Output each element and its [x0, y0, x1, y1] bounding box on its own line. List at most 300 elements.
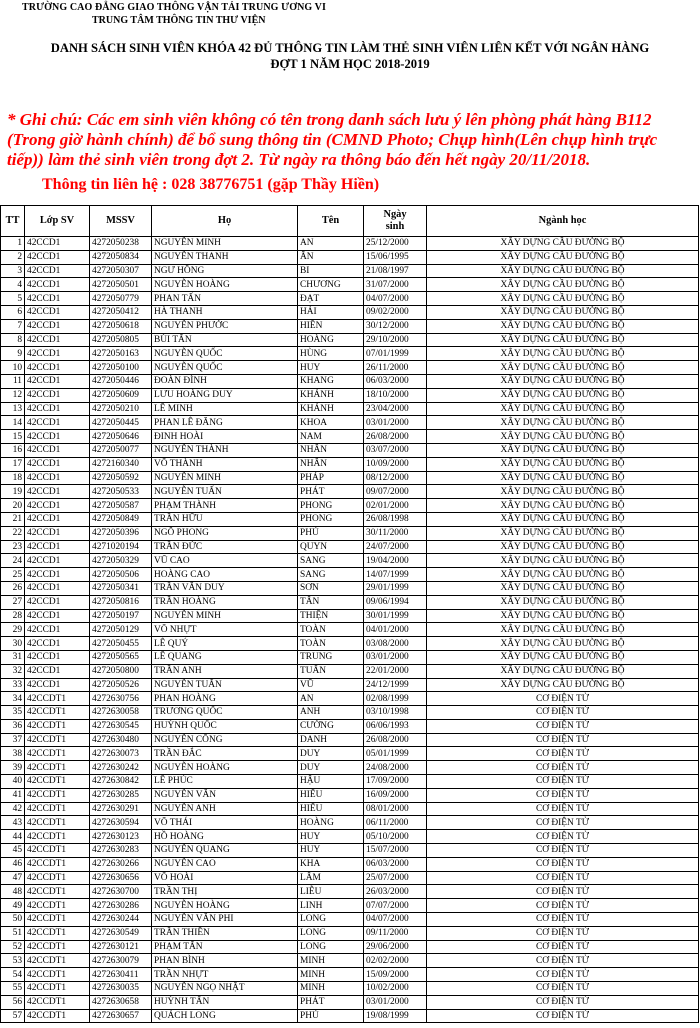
cell-dob: 26/03/2000: [364, 885, 427, 899]
cell-student-id: 4272630657: [90, 1009, 152, 1023]
cell-tt: 44: [1, 830, 25, 844]
cell-student-id: 4272630291: [90, 802, 152, 816]
cell-student-id: 4272050526: [90, 678, 152, 692]
cell-last-name: NGUYỄN PHƯỚC: [152, 319, 298, 333]
cell-dob: 26/08/2000: [364, 430, 427, 444]
cell-dob: 02/01/2000: [364, 499, 427, 513]
cell-tt: 26: [1, 581, 25, 595]
cell-major: XÂY DỰNG CẦU ĐƯỜNG BỘ: [427, 430, 699, 444]
cell-last-name: NGƯ HỒNG: [152, 264, 298, 278]
cell-tt: 15: [1, 430, 25, 444]
cell-major: CƠ ĐIỆN TỬ: [427, 995, 699, 1009]
cell-major: XÂY DỰNG CẦU ĐƯỜNG BỘ: [427, 361, 699, 375]
cell-class: 42CCD1: [25, 361, 90, 375]
cell-dob: 05/01/1999: [364, 747, 427, 761]
cell-first-name: HẢI: [298, 305, 364, 319]
cell-class: 42CCDT1: [25, 885, 90, 899]
table-row: [1, 637, 699, 651]
cell-dob: 15/07/2000: [364, 844, 427, 858]
cell-first-name: TRUNG: [298, 650, 364, 664]
cell-first-name: THIỆN: [298, 609, 364, 623]
cell-class: 42CCDT1: [25, 857, 90, 871]
table-row: [1, 913, 699, 927]
notice-text: * Ghi chú: Các em sinh viên không có tên trong danh sách lưu ý lên phòng phát hàng B112 (Trong giờ hành chính) để bổ sung thông tin (CMND Photo; Chụp hình(Lên chụp hình trực tiếp)) làm thẻ sinh viên trong đợt 2. Từ ngày ra thông báo đến hết ngày 20/11/2018.: [7, 110, 658, 169]
cell-class: 42CCDT1: [25, 995, 90, 1009]
cell-class: 42CCD1: [25, 430, 90, 444]
cell-student-id: 4272050501: [90, 278, 152, 292]
cell-class: 42CCDT1: [25, 940, 90, 954]
table-row: [1, 926, 699, 940]
cell-last-name: PHAN TẤN: [152, 292, 298, 306]
cell-tt: 30: [1, 637, 25, 651]
cell-tt: 4: [1, 278, 25, 292]
table-row: [1, 995, 699, 1009]
cell-class: 42CCD1: [25, 581, 90, 595]
cell-major: CƠ ĐIỆN TỬ: [427, 788, 699, 802]
cell-first-name: ÂN: [298, 250, 364, 264]
cell-dob: 09/11/2000: [364, 926, 427, 940]
cell-dob: 07/01/1999: [364, 347, 427, 361]
table-row: [1, 802, 699, 816]
cell-tt: 23: [1, 540, 25, 554]
cell-major: CƠ ĐIỆN TỬ: [427, 940, 699, 954]
cell-dob: 21/08/1997: [364, 264, 427, 278]
table-row: [1, 871, 699, 885]
cell-class: 42CCDT1: [25, 775, 90, 789]
table-row: [1, 526, 699, 540]
cell-first-name: BI: [298, 264, 364, 278]
table-row: [1, 830, 699, 844]
cell-major: XÂY DỰNG CẦU ĐƯỜNG BỘ: [427, 347, 699, 361]
cell-dob: 18/10/2000: [364, 388, 427, 402]
student-table: [0, 205, 699, 1023]
cell-tt: 11: [1, 374, 25, 388]
table-row: [1, 485, 699, 499]
cell-major: CƠ ĐIỆN TỬ: [427, 706, 699, 720]
cell-first-name: NAM: [298, 430, 364, 444]
cell-first-name: SƠN: [298, 581, 364, 595]
cell-tt: 37: [1, 733, 25, 747]
table-row: [1, 982, 699, 996]
cell-major: CƠ ĐIỆN TỬ: [427, 747, 699, 761]
cell-student-id: 4272050445: [90, 416, 152, 430]
cell-class: 42CCDT1: [25, 982, 90, 996]
cell-last-name: HUỲNH TẤN: [152, 995, 298, 1009]
cell-student-id: 4271020194: [90, 540, 152, 554]
cell-major: CƠ ĐIỆN TỬ: [427, 719, 699, 733]
cell-student-id: 4272050329: [90, 554, 152, 568]
cell-dob: 19/04/2000: [364, 554, 427, 568]
cell-tt: 52: [1, 940, 25, 954]
cell-class: 42CCDT1: [25, 968, 90, 982]
cell-dob: 29/10/2000: [364, 333, 427, 347]
cell-tt: 42: [1, 802, 25, 816]
cell-dob: 26/11/2000: [364, 361, 427, 375]
cell-major: XÂY DỰNG CẦU ĐƯỜNG BỘ: [427, 388, 699, 402]
cell-student-id: 4272050646: [90, 430, 152, 444]
table-row: [1, 954, 699, 968]
cell-class: 42CCD1: [25, 443, 90, 457]
cell-class: 42CCD1: [25, 250, 90, 264]
cell-dob: 06/03/2000: [364, 374, 427, 388]
table-row: [1, 540, 699, 554]
cell-student-id: 4272050565: [90, 650, 152, 664]
table-row: [1, 568, 699, 582]
cell-class: 42CCDT1: [25, 954, 90, 968]
cell-student-id: 4272050609: [90, 388, 152, 402]
cell-class: 42CCD1: [25, 678, 90, 692]
cell-class: 42CCDT1: [25, 1009, 90, 1023]
cell-first-name: NHÂN: [298, 443, 364, 457]
cell-major: XÂY DỰNG CẦU ĐƯỜNG BỘ: [427, 333, 699, 347]
cell-class: 42CCDT1: [25, 719, 90, 733]
cell-student-id: 4272050587: [90, 499, 152, 513]
cell-student-id: 4272050506: [90, 568, 152, 582]
cell-tt: 8: [1, 333, 25, 347]
cell-class: 42CCDT1: [25, 802, 90, 816]
cell-tt: 9: [1, 347, 25, 361]
table-row: [1, 278, 699, 292]
cell-class: 42CCD1: [25, 540, 90, 554]
cell-last-name: HÀ THANH: [152, 305, 298, 319]
cell-major: XÂY DỰNG CẦU ĐƯỜNG BỘ: [427, 278, 699, 292]
cell-first-name: PHÚ: [298, 1009, 364, 1023]
cell-student-id: 4272050800: [90, 664, 152, 678]
cell-major: XÂY DỰNG CẦU ĐƯỜNG BỘ: [427, 485, 699, 499]
cell-dob: 31/07/2000: [364, 278, 427, 292]
cell-dob: 24/12/1999: [364, 678, 427, 692]
cell-student-id: 4272050816: [90, 595, 152, 609]
header-student-id: MSSV: [90, 206, 152, 237]
cell-tt: 39: [1, 761, 25, 775]
cell-last-name: NGUYỄN THÀNH: [152, 443, 298, 457]
cell-major: XÂY DỰNG CẦU ĐƯỜNG BỘ: [427, 568, 699, 582]
table-row: [1, 761, 699, 775]
center-name: TRUNG TÂM THÔNG TIN THƯ VIỆN: [92, 15, 266, 26]
cell-major: XÂY DỰNG CẦU ĐƯỜNG BỘ: [427, 540, 699, 554]
cell-major: XÂY DỰNG CẦU ĐƯỜNG BỘ: [427, 292, 699, 306]
cell-major: XÂY DỰNG CẦU ĐƯỜNG BỘ: [427, 581, 699, 595]
cell-major: XÂY DỰNG CẦU ĐƯỜNG BỘ: [427, 319, 699, 333]
table-row: [1, 775, 699, 789]
cell-major: CƠ ĐIỆN TỬ: [427, 885, 699, 899]
table-row: [1, 706, 699, 720]
cell-major: XÂY DỰNG CẦU ĐƯỜNG BỘ: [427, 554, 699, 568]
header-major: Ngành học: [427, 206, 699, 237]
school-name: TRƯỜNG CAO ĐẲNG GIAO THÔNG VẬN TẢI TRUNG ƯƠNG VI: [22, 2, 326, 13]
cell-dob: 08/12/2000: [364, 471, 427, 485]
cell-dob: 24/07/2000: [364, 540, 427, 554]
cell-last-name: LÊ MINH: [152, 402, 298, 416]
cell-student-id: 4272630545: [90, 719, 152, 733]
cell-major: CƠ ĐIỆN TỬ: [427, 733, 699, 747]
cell-last-name: NGUYỄN VĂN: [152, 788, 298, 802]
cell-first-name: PHÁP: [298, 471, 364, 485]
cell-major: XÂY DỰNG CẦU ĐƯỜNG BỘ: [427, 623, 699, 637]
cell-dob: 30/11/2000: [364, 526, 427, 540]
cell-class: 42CCDT1: [25, 926, 90, 940]
cell-class: 42CCD1: [25, 237, 90, 251]
cell-last-name: NGUYỄN CÔNG: [152, 733, 298, 747]
cell-class: 42CCD1: [25, 278, 90, 292]
cell-dob: 25/07/2000: [364, 871, 427, 885]
cell-last-name: TRẦN NHỰT: [152, 968, 298, 982]
cell-tt: 55: [1, 982, 25, 996]
cell-class: 42CCD1: [25, 609, 90, 623]
table-header-row: [1, 206, 699, 237]
cell-first-name: PHONG: [298, 499, 364, 513]
cell-first-name: DUY: [298, 761, 364, 775]
cell-first-name: LONG: [298, 913, 364, 927]
contact-info: Thông tin liên hệ : 028 38776751 (gặp Thầy Hiền): [42, 176, 380, 193]
cell-dob: 23/04/2000: [364, 402, 427, 416]
table-row: [1, 1009, 699, 1023]
cell-student-id: 4272050396: [90, 526, 152, 540]
cell-major: CƠ ĐIỆN TỬ: [427, 871, 699, 885]
cell-dob: 09/07/2000: [364, 485, 427, 499]
cell-dob: 26/08/1998: [364, 512, 427, 526]
header-class: Lớp SV: [25, 206, 90, 237]
cell-tt: 38: [1, 747, 25, 761]
cell-tt: 27: [1, 595, 25, 609]
table-row: [1, 968, 699, 982]
cell-first-name: CHƯƠNG: [298, 278, 364, 292]
cell-student-id: 4272630700: [90, 885, 152, 899]
cell-student-id: 4272050849: [90, 512, 152, 526]
table-row: [1, 430, 699, 444]
cell-student-id: 4272630266: [90, 857, 152, 871]
cell-tt: 36: [1, 719, 25, 733]
table-row: [1, 609, 699, 623]
cell-first-name: MINH: [298, 954, 364, 968]
table-row: [1, 512, 699, 526]
cell-dob: 26/08/2000: [364, 733, 427, 747]
cell-first-name: ANH: [298, 706, 364, 720]
cell-student-id: 4272630549: [90, 926, 152, 940]
cell-student-id: 4272630079: [90, 954, 152, 968]
table-row: [1, 940, 699, 954]
cell-last-name: NGUYỄN THANH: [152, 250, 298, 264]
cell-tt: 21: [1, 512, 25, 526]
cell-last-name: NGUYỄN CAO: [152, 857, 298, 871]
cell-major: XÂY DỰNG CẦU ĐƯỜNG BỘ: [427, 471, 699, 485]
cell-first-name: HIẾU: [298, 788, 364, 802]
cell-tt: 35: [1, 706, 25, 720]
cell-dob: 10/02/2000: [364, 982, 427, 996]
cell-dob: 03/10/1998: [364, 706, 427, 720]
cell-tt: 41: [1, 788, 25, 802]
cell-first-name: PHÁT: [298, 485, 364, 499]
cell-first-name: LONG: [298, 940, 364, 954]
header-dob: [364, 206, 427, 237]
cell-class: 42CCD1: [25, 485, 90, 499]
cell-first-name: HIỀN: [298, 319, 364, 333]
cell-dob: 10/09/2000: [364, 457, 427, 471]
cell-last-name: NGUYỄN QUỐC: [152, 347, 298, 361]
cell-class: 42CCD1: [25, 319, 90, 333]
cell-class: 42CCD1: [25, 347, 90, 361]
cell-dob: 03/01/2000: [364, 650, 427, 664]
cell-class: 42CCD1: [25, 374, 90, 388]
cell-student-id: 4272050238: [90, 237, 152, 251]
cell-tt: 28: [1, 609, 25, 623]
cell-class: 42CCDT1: [25, 830, 90, 844]
cell-first-name: KHÁNH: [298, 388, 364, 402]
table-row: [1, 250, 699, 264]
cell-last-name: NGUYỄN QUANG: [152, 844, 298, 858]
cell-dob: 06/03/2000: [364, 857, 427, 871]
cell-last-name: PHẠM THÀNH: [152, 499, 298, 513]
table-row: [1, 416, 699, 430]
cell-class: 42CCDT1: [25, 844, 90, 858]
cell-student-id: 4272630480: [90, 733, 152, 747]
cell-dob: 07/07/2000: [364, 899, 427, 913]
cell-dob: 06/11/2000: [364, 816, 427, 830]
cell-first-name: DANH: [298, 733, 364, 747]
cell-last-name: LÊ PHÚC: [152, 775, 298, 789]
cell-first-name: HÙNG: [298, 347, 364, 361]
cell-student-id: 4272050210: [90, 402, 152, 416]
cell-last-name: VÕ THÀNH: [152, 457, 298, 471]
cell-dob: 15/06/1995: [364, 250, 427, 264]
table-row: [1, 471, 699, 485]
cell-major: XÂY DỰNG CẦU ĐƯỜNG BỘ: [427, 443, 699, 457]
cell-last-name: ĐINH HOÀI: [152, 430, 298, 444]
cell-student-id: 4272050455: [90, 637, 152, 651]
cell-last-name: VÕ THÁI: [152, 816, 298, 830]
cell-dob: 03/08/2000: [364, 637, 427, 651]
cell-tt: 6: [1, 305, 25, 319]
cell-class: 42CCD1: [25, 499, 90, 513]
cell-tt: 51: [1, 926, 25, 940]
cell-dob: 17/09/2000: [364, 775, 427, 789]
table-row: [1, 664, 699, 678]
cell-dob: 03/01/2000: [364, 416, 427, 430]
cell-first-name: MINH: [298, 982, 364, 996]
cell-major: XÂY DỰNG CẦU ĐƯỜNG BỘ: [427, 526, 699, 540]
cell-tt: 53: [1, 954, 25, 968]
cell-class: 42CCDT1: [25, 747, 90, 761]
cell-last-name: ĐOÀN ĐÌNH: [152, 374, 298, 388]
cell-student-id: 4272050412: [90, 305, 152, 319]
table-row: [1, 885, 699, 899]
cell-major: XÂY DỰNG CẦU ĐƯỜNG BỘ: [427, 374, 699, 388]
cell-class: 42CCD1: [25, 402, 90, 416]
cell-tt: 25: [1, 568, 25, 582]
cell-first-name: PHÚ: [298, 526, 364, 540]
cell-student-id: 4272050618: [90, 319, 152, 333]
cell-student-id: 4272050129: [90, 623, 152, 637]
cell-last-name: PHAN LÊ ĐĂNG: [152, 416, 298, 430]
cell-student-id: 4272050533: [90, 485, 152, 499]
cell-student-id: 4272050592: [90, 471, 152, 485]
cell-first-name: HIẾU: [298, 802, 364, 816]
cell-class: 42CCD1: [25, 568, 90, 582]
table-row: [1, 374, 699, 388]
header-first-name: Tên: [298, 206, 364, 237]
cell-student-id: 4272630121: [90, 940, 152, 954]
cell-first-name: HUY: [298, 830, 364, 844]
table-row: [1, 347, 699, 361]
cell-last-name: NGÔ PHONG: [152, 526, 298, 540]
cell-tt: 16: [1, 443, 25, 457]
cell-last-name: NGUYỄN TUẤN: [152, 485, 298, 499]
cell-first-name: LONG: [298, 926, 364, 940]
cell-first-name: ĐẠT: [298, 292, 364, 306]
cell-tt: 2: [1, 250, 25, 264]
cell-tt: 50: [1, 913, 25, 927]
cell-major: XÂY DỰNG CẦU ĐƯỜNG BỘ: [427, 664, 699, 678]
cell-dob: 16/09/2000: [364, 788, 427, 802]
cell-major: XÂY DỰNG CẦU ĐƯỜNG BỘ: [427, 512, 699, 526]
cell-first-name: HOÀNG: [298, 816, 364, 830]
cell-dob: 03/01/2000: [364, 995, 427, 1009]
cell-major: CƠ ĐIỆN TỬ: [427, 1009, 699, 1023]
cell-student-id: 4272050077: [90, 443, 152, 457]
cell-student-id: 4272630242: [90, 761, 152, 775]
document-title: DANH SÁCH SINH VIÊN KHÓA 42 ĐỦ THÔNG TIN LÀM THẺ SINH VIÊN LIÊN KẾT VỚI NGÂN HÀNG: [50, 41, 650, 55]
cell-class: 42CCD1: [25, 664, 90, 678]
cell-last-name: PHAN HOÀNG: [152, 692, 298, 706]
cell-first-name: AN: [298, 692, 364, 706]
cell-major: XÂY DỰNG CẦU ĐƯỜNG BỘ: [427, 237, 699, 251]
cell-first-name: HUY: [298, 361, 364, 375]
table-row: [1, 402, 699, 416]
cell-first-name: PHÁT: [298, 995, 364, 1009]
table-row: [1, 305, 699, 319]
table-row: [1, 816, 699, 830]
cell-tt: 48: [1, 885, 25, 899]
cell-class: 42CCD1: [25, 305, 90, 319]
table-row: [1, 554, 699, 568]
cell-last-name: LÊ QUÝ: [152, 637, 298, 651]
cell-tt: 32: [1, 664, 25, 678]
cell-student-id: 4272050805: [90, 333, 152, 347]
cell-dob: 04/07/2000: [364, 913, 427, 927]
cell-tt: 1: [1, 237, 25, 251]
cell-class: 42CCDT1: [25, 816, 90, 830]
cell-class: 42CCD1: [25, 471, 90, 485]
cell-major: CƠ ĐIỆN TỬ: [427, 899, 699, 913]
cell-first-name: CƯỜNG: [298, 719, 364, 733]
cell-first-name: TÂN: [298, 595, 364, 609]
table-row: [1, 857, 699, 871]
cell-student-id: 4272630756: [90, 692, 152, 706]
cell-major: XÂY DỰNG CẦU ĐƯỜNG BỘ: [427, 402, 699, 416]
cell-class: 42CCD1: [25, 292, 90, 306]
cell-tt: 29: [1, 623, 25, 637]
cell-last-name: LÊ QUANG: [152, 650, 298, 664]
cell-major: CƠ ĐIỆN TỬ: [427, 954, 699, 968]
cell-student-id: 4272050834: [90, 250, 152, 264]
cell-major: CƠ ĐIỆN TỬ: [427, 968, 699, 982]
cell-first-name: AN: [298, 237, 364, 251]
header-last-name: Họ: [152, 206, 298, 237]
cell-last-name: NGUYỄN QUỐC: [152, 361, 298, 375]
cell-major: XÂY DỰNG CẦU ĐƯỜNG BỘ: [427, 678, 699, 692]
cell-dob: 09/06/1994: [364, 595, 427, 609]
table-row: [1, 264, 699, 278]
cell-last-name: TRẦN ĐẮC: [152, 747, 298, 761]
cell-tt: 17: [1, 457, 25, 471]
cell-dob: 14/07/1999: [364, 568, 427, 582]
cell-last-name: TRẦN ĐỨC: [152, 540, 298, 554]
cell-major: CƠ ĐIỆN TỬ: [427, 816, 699, 830]
cell-first-name: TUẤN: [298, 664, 364, 678]
cell-dob: 05/10/2000: [364, 830, 427, 844]
cell-tt: 13: [1, 402, 25, 416]
table-row: [1, 443, 699, 457]
